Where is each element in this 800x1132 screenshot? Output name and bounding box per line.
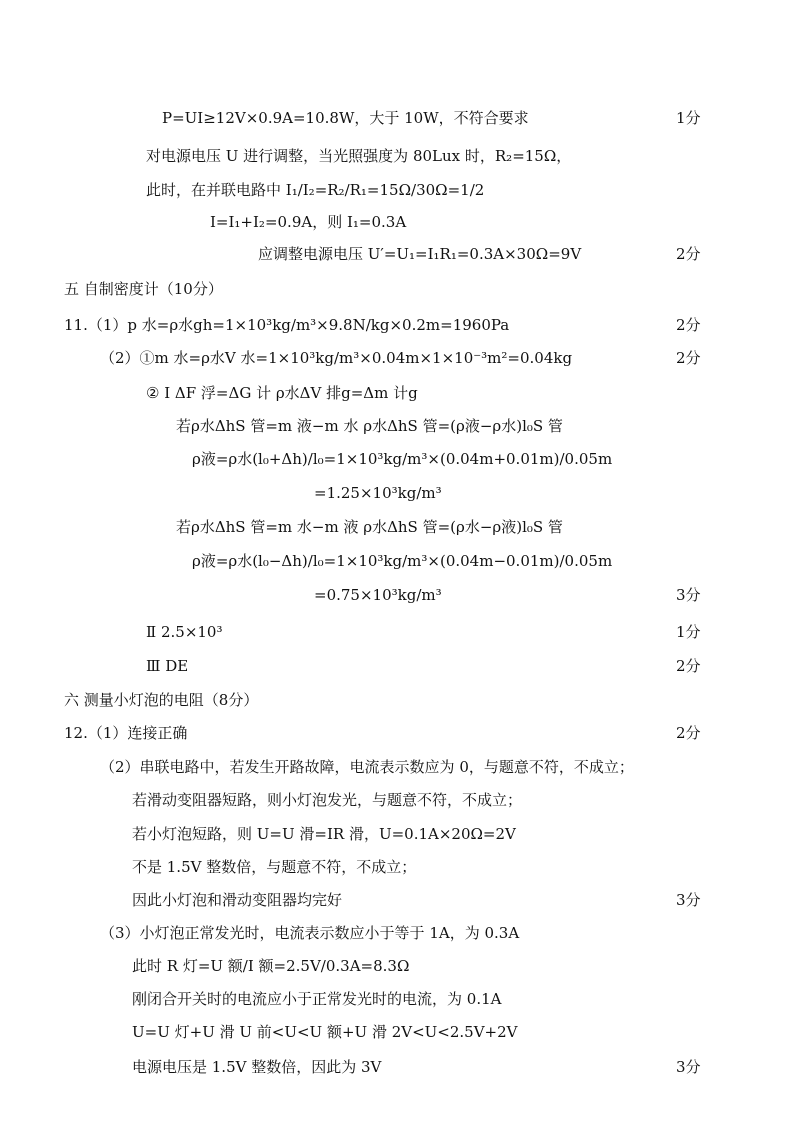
answer-line [0, 786, 800, 814]
score-label: 2分 [676, 724, 701, 742]
answer-text: 12.（1）连接正确 [64, 724, 188, 742]
score-label: 3分 [676, 891, 701, 909]
answer-text: I=I₁+I₂=0.9A，则 I₁=0.3A [210, 213, 407, 231]
answer-line [0, 618, 800, 646]
score-label: 3分 [676, 586, 701, 604]
answer-line [0, 985, 800, 1013]
answer-line [0, 513, 800, 541]
answer-text: P=UI≥12V×0.9A=10.8W，大于 10W，不符合要求 [162, 109, 529, 127]
score-label: 1分 [676, 623, 701, 641]
answer-line [0, 344, 800, 372]
answer-text: 若ρ水ΔhS 管=m 液−m 水 ρ水ΔhS 管=(ρ液−ρ水)l₀S 管 [176, 417, 563, 435]
answer-text: 不是 1.5V 整数倍，与题意不符，不成立； [132, 858, 417, 876]
answer-line [0, 1018, 800, 1046]
answer-line [0, 820, 800, 848]
answer-line [0, 952, 800, 980]
answer-text: 刚闭合开关时的电流应小于正常发光时的电流，为 0.1A [132, 990, 502, 1008]
answer-line [0, 379, 800, 407]
answer-text: 此时，在并联电路中 I₁/I₂=R₂/R₁=15Ω/30Ω=1/2 [146, 181, 485, 199]
answer-line [0, 208, 800, 236]
answer-text: 六 测量小灯泡的电阻（8分） [64, 691, 259, 709]
answer-text: 11.（1）p 水=ρ水gh=1×10³kg/m³×9.8N/kg×0.2m=1960Pa [64, 316, 510, 334]
section-heading [0, 275, 800, 303]
score-label: 2分 [676, 657, 701, 675]
answer-text: 五 自制密度计（10分） [64, 280, 223, 298]
answer-line [0, 1053, 800, 1081]
answer-text: Ⅲ DE [146, 657, 189, 675]
score-label: 2分 [676, 316, 701, 334]
answer-text: 若小灯泡短路，则 U=U 滑=IR 滑，U=0.1A×20Ω=2V [132, 825, 516, 843]
answer-text: =0.75×10³kg/m³ [314, 586, 442, 604]
answer-text: ρ液=ρ水(l₀+Δh)/l₀=1×10³kg/m³×(0.04m+0.01m)/0.05m [192, 450, 613, 468]
answer-text: U=U 灯+U 滑 U 前<U<U 额+U 滑 2V<U<2.5V+2V [132, 1023, 518, 1041]
answer-line [0, 104, 800, 132]
answer-text: ② I ΔF 浮=ΔG 计 ρ水ΔV 排g=Δm 计g [146, 384, 418, 402]
answer-line [0, 142, 800, 170]
answer-text: ρ液=ρ水(l₀−Δh)/l₀=1×10³kg/m³×(0.04m−0.01m)/0.05m [192, 552, 613, 570]
answer-line [0, 240, 800, 268]
answer-line [0, 176, 800, 204]
answer-text: 此时 R 灯=U 额/I 额=2.5V/0.3A=8.3Ω [132, 957, 410, 975]
answer-line [0, 652, 800, 680]
answer-text: 电源电压是 1.5V 整数倍，因此为 3V [132, 1058, 382, 1076]
answer-line [0, 311, 800, 339]
score-label: 2分 [676, 245, 701, 263]
answer-text: 对电源电压 U 进行调整，当光照强度为 80Lux 时，R₂=15Ω， [146, 147, 572, 165]
answer-line [0, 719, 800, 747]
score-label: 3分 [676, 1058, 701, 1076]
answer-line [0, 581, 800, 609]
answer-text: 若ρ水ΔhS 管=m 水−m 液 ρ水ΔhS 管=(ρ水−ρ液)l₀S 管 [176, 518, 563, 536]
answer-line [0, 853, 800, 881]
section-heading [0, 686, 800, 714]
answer-text: 因此小灯泡和滑动变阻器均完好 [132, 891, 343, 909]
answer-text: 若滑动变阻器短路，则小灯泡发光，与题意不符，不成立； [132, 791, 523, 809]
answer-text: =1.25×10³kg/m³ [314, 484, 442, 502]
answer-text: （2）串联电路中，若发生开路故障，电流表示数应为 0，与题意不符，不成立； [100, 758, 634, 776]
answer-line [0, 886, 800, 914]
answer-line [0, 412, 800, 440]
answer-text: （3）小灯泡正常发光时，电流表示数应小于等于 1A，为 0.3A [100, 924, 520, 942]
answer-text: （2）①m 水=ρ水V 水=1×10³kg/m³×0.04m×1×10⁻³m²=0.04kg [100, 349, 573, 367]
answer-line [0, 479, 800, 507]
answer-text: 应调整电源电压 U′=U₁=I₁R₁=0.3A×30Ω=9V [258, 245, 582, 263]
answer-line [0, 753, 800, 781]
score-label: 2分 [676, 349, 701, 367]
answer-text: Ⅱ 2.5×10³ [146, 623, 223, 641]
answer-line [0, 547, 800, 575]
answer-line [0, 919, 800, 947]
answer-line [0, 445, 800, 473]
score-label: 1分 [676, 109, 701, 127]
